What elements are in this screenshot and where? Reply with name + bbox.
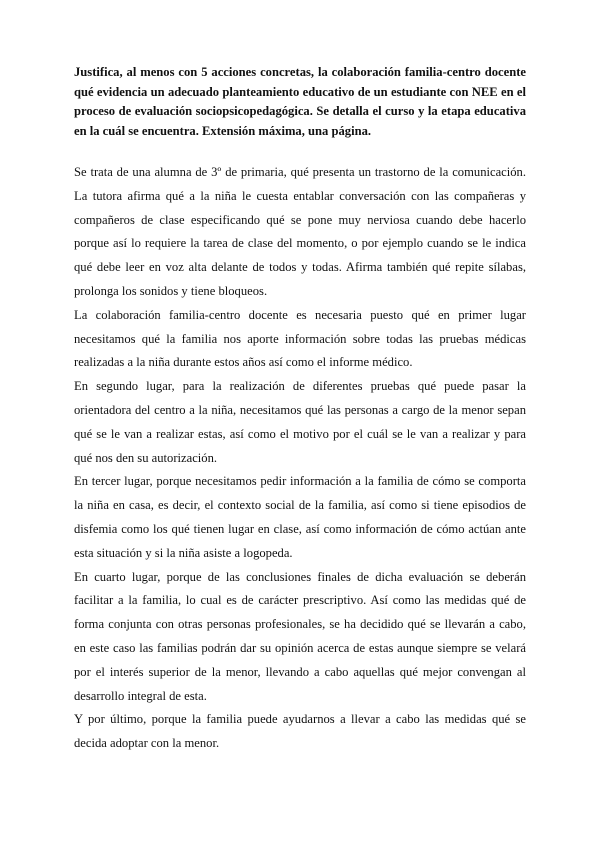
document-page <box>74 63 526 756</box>
paragraph-fourth-reason: En cuarto lugar, porque de las conclusiones finales de dicha evaluación se deberán facilitar a la familia, lo cual es de carácter prescriptivo. Así como las medidas qué de forma conjunta con otras personas profesionales, se ha decidido qué se llevarán a cabo, en este caso las familias podrán dar su opinión acerca de estas aunque siempre se velará por el interés superior de la menor, llevando a cabo aquellas qué mejor convengan al desarrollo integral de esta. <box>74 569 526 703</box>
paragraph-intro: Se trata de una alumna de 3º de primaria, qué presenta un trastorno de la comunicación. La tutora afirma qué a la niña le cuesta entablar conversación con las compañeras y compañeros de clase especificando qué se pone muy nerviosa cuando debe hacerlo porque así lo requiere la tarea de clase del momento, o por ejemplo cuando se le indica qué debe leer en voz alta delante de todos y todas. Afirma también qué repite sílabas, prolonga los sonidos y tiene bloqueos. <box>74 165 526 298</box>
paragraph-fifth-reason: Y por último, porque la familia puede ayudarnos a llevar a cabo las medidas qué se decida adoptar con la menor. <box>74 712 526 751</box>
paragraph-first-reason: La colaboración familia-centro docente es necesaria puesto qué en primer lugar necesitamos qué la familia nos aporte información sobre todas las pruebas médicas realizadas a la niña durante estos años así como el informe médico. <box>74 307 526 370</box>
paragraph-second-reason: En segundo lugar, para la realización de diferentes pruebas qué puede pasar la orientadora del centro a la niña, necesitamos qué las personas a cargo de la menor sepan qué se le van a realizar estas, así como el motivo por el cuál se le van a realizar y para qué nos den su autorización. <box>74 379 526 465</box>
paragraph-third-reason: En tercer lugar, porque necesitamos pedir información a la familia de cómo se comporta la niña en casa, es decir, el contexto social de la familia, así como si tiene episodios de disfemia como los qué tienen lugar en clase, así como información de cómo actúan ante esta situación y si la niña asiste a logopeda. <box>74 474 526 560</box>
question-heading: Justifica, al menos con 5 acciones concretas, la colaboración familia-centro docente qué evidencia un adecuado planteamiento educativo de un estudiante con NEE en el proceso de evaluación sociopsicopedagógica. Se detalla el curso y la etapa educativa en la cuál se encuentra. Extensión máxima, una página. <box>74 65 526 138</box>
